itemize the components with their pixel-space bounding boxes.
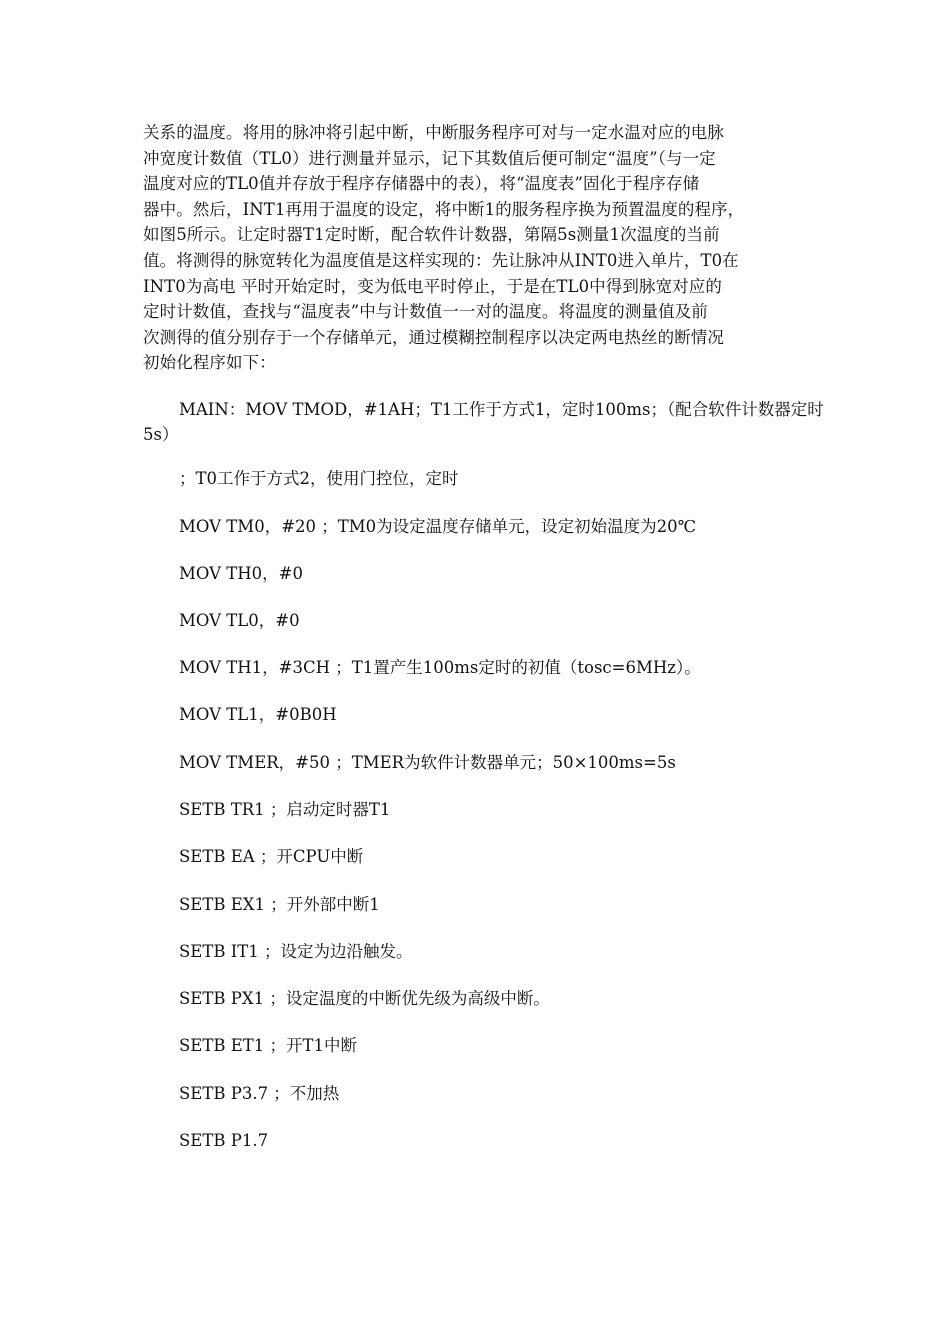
paragraph-line: 如图5所示。让定时器T1定时断，配合软件计数器，第隔5s测量1次温度的当前 xyxy=(143,225,720,245)
code-line-main: MAIN：MOV TMOD，#1AH；T1工作于方式1，定时100ms；（配合软件计数器定时 xyxy=(179,400,824,419)
code-line: SETB ET1 ；开T1中断 xyxy=(179,1036,358,1055)
code-line: MOV TH0，#0 xyxy=(179,564,304,583)
code-line: SETB PX1 ；设定温度的中断优先级为高级中断。 xyxy=(179,989,550,1008)
paragraph-line: 温度对应的TL0值并存放于程序存储器中的表），将“温度表”固化于程序存储 xyxy=(143,174,700,194)
code-line: ；T0工作于方式2，使用门控位，定时 xyxy=(179,469,459,488)
code-line: SETB TR1 ；启动定时器T1 xyxy=(179,800,391,819)
paragraph-line: INT0为高电 平时开始定时，变为低电平时停止，于是在TL0中得到脉宽对应的 xyxy=(143,276,722,296)
paragraph-line: 定时计数值，查找与“温度表”中与计数值一一对的温度。将温度的测量值及前 xyxy=(143,302,708,322)
paragraph-line: 次测得的值分别存于一个存储单元，通过模糊控制程序以决定两电热丝的断情况 xyxy=(143,327,724,347)
paragraph-line: 关系的温度。将用的脉冲将引起中断，中断服务程序可对与一定水温对应的电脉 xyxy=(143,123,724,142)
code-line: MOV TL0，#0 xyxy=(179,611,300,630)
code-main-instruction xyxy=(143,397,824,447)
paragraph-line: 冲宽度计数值（TL0）进行测量并显示，记下其数值后便可制定“温度”（与一定 xyxy=(143,148,716,168)
paragraph-line: 器中。然后，INT1再用于温度的设定，将中断1的服务程序换为预置温度的程序， xyxy=(143,199,745,219)
body-paragraph xyxy=(143,120,809,376)
code-line: SETB EX1 ；开外部中断1 xyxy=(179,895,380,914)
code-line: SETB IT1 ；设定为边沿触发。 xyxy=(179,942,413,961)
paragraph-line: 初始化程序如下： xyxy=(143,353,276,373)
code-line-main-continued: 5s） xyxy=(143,425,179,444)
code-line: MOV TL1，#0B0H xyxy=(179,705,337,724)
code-line: MOV TMER，#50 ；TMER为软件计数器单元；50×100ms=5s xyxy=(179,753,676,772)
code-line: SETB EA ；开CPU中断 xyxy=(179,847,364,866)
paragraph-line: 值。将测得的脉宽转化为温度值是这样实现的：先让脉冲从INT0进入单片，T0在 xyxy=(143,250,739,270)
code-line: MOV TM0，#20 ；TM0为设定温度存储单元，设定初始温度为20℃ xyxy=(179,517,697,536)
code-line: SETB P1.7 xyxy=(179,1131,269,1150)
code-line: SETB P3.7 ；不加热 xyxy=(179,1084,340,1103)
code-line: MOV TH1，#3CH ；T1置产生100ms定时的初值（tosc=6MHz）。 xyxy=(179,658,701,677)
